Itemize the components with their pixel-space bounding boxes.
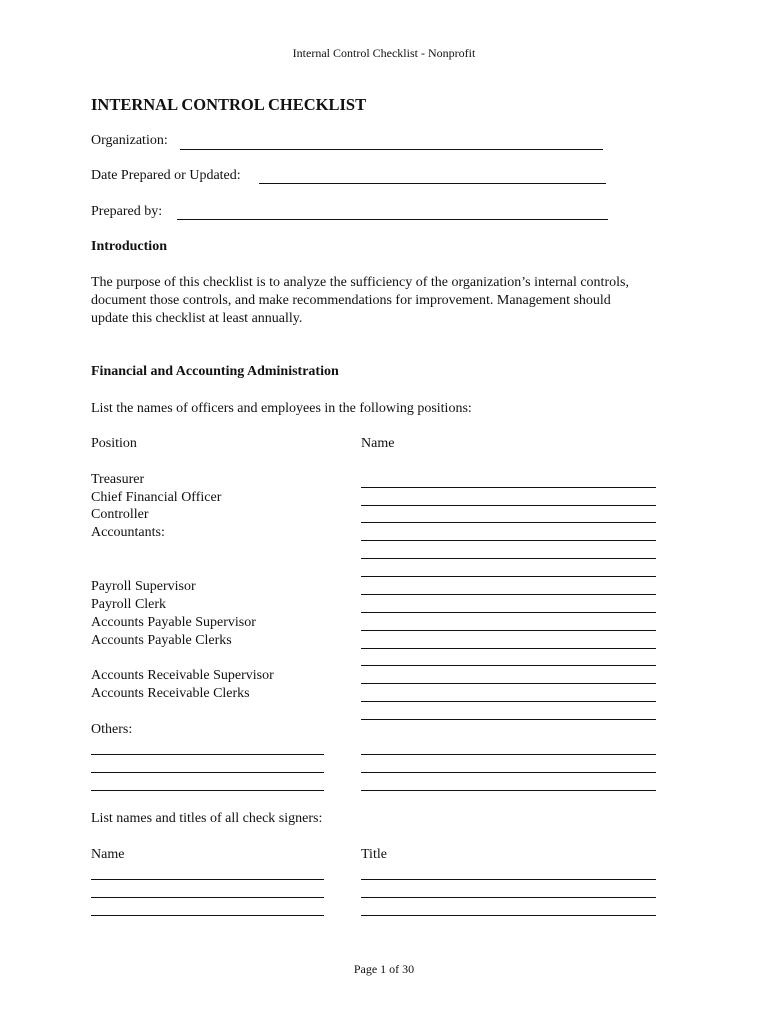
position-ar-supervisor: Accounts Receivable Supervisor — [91, 668, 274, 683]
other-position-line-1[interactable] — [91, 754, 324, 755]
intro-line-3: update this checklist at least annually. — [91, 311, 303, 326]
date-prepared-field[interactable] — [259, 183, 606, 184]
signer-title-line-2[interactable] — [361, 897, 656, 898]
signer-name-line-1[interactable] — [91, 879, 324, 880]
organization-label: Organization: — [91, 133, 168, 148]
position-treasurer: Treasurer — [91, 472, 145, 487]
name-line-ar-supervisor[interactable] — [361, 683, 656, 684]
other-position-line-3[interactable] — [91, 790, 324, 791]
signer-title-line-1[interactable] — [361, 879, 656, 880]
prepared-by-field[interactable] — [177, 219, 608, 220]
position-ar-clerks: Accounts Receivable Clerks — [91, 686, 250, 701]
other-name-line-1[interactable] — [361, 754, 656, 755]
name-line-payroll-supervisor[interactable] — [361, 594, 656, 595]
name-line-cfo[interactable] — [361, 505, 656, 506]
signers-column-name: Name — [91, 847, 125, 862]
name-line-accountant-2[interactable] — [361, 558, 656, 559]
name-line-ap-supervisor[interactable] — [361, 630, 656, 631]
column-header-position: Position — [91, 436, 137, 451]
signer-name-line-3[interactable] — [91, 915, 324, 916]
name-line-accountant-1[interactable] — [361, 540, 656, 541]
other-position-line-2[interactable] — [91, 772, 324, 773]
other-name-line-2[interactable] — [361, 772, 656, 773]
finance-heading: Financial and Accounting Administration — [91, 364, 339, 379]
other-name-line-3[interactable] — [361, 790, 656, 791]
position-ap-clerks: Accounts Payable Clerks — [91, 633, 232, 648]
name-line-ar-clerk-1[interactable] — [361, 701, 656, 702]
position-ap-supervisor: Accounts Payable Supervisor — [91, 615, 256, 630]
name-line-payroll-clerk[interactable] — [361, 612, 656, 613]
document-title: INTERNAL CONTROL CHECKLIST — [91, 95, 367, 114]
name-line-ar-clerk-2[interactable] — [361, 719, 656, 720]
signer-name-line-2[interactable] — [91, 897, 324, 898]
position-controller: Controller — [91, 507, 149, 522]
signers-column-title: Title — [361, 847, 387, 862]
name-line-ap-clerk-2[interactable] — [361, 665, 656, 666]
page-number: Page 1 of 30 — [353, 962, 415, 976]
finance-instruction: List the names of officers and employees in the following positions: — [91, 401, 472, 416]
position-cfo: Chief Financial Officer — [91, 490, 222, 505]
position-payroll-clerk: Payroll Clerk — [91, 597, 167, 612]
others-label: Others: — [91, 722, 133, 737]
prepared-by-label: Prepared by: — [91, 204, 163, 219]
intro-line-2: document those controls, and make recommendations for improvement. Management should — [91, 293, 611, 308]
signers-instruction: List names and titles of all check signers: — [91, 811, 323, 826]
signer-title-line-3[interactable] — [361, 915, 656, 916]
name-line-controller[interactable] — [361, 522, 656, 523]
running-header: Internal Control Checklist - Nonprofit — [292, 46, 476, 60]
column-header-name: Name — [361, 436, 395, 451]
position-payroll-supervisor: Payroll Supervisor — [91, 579, 196, 594]
introduction-heading: Introduction — [91, 239, 167, 254]
position-accountants: Accountants: — [91, 525, 165, 540]
name-line-ap-clerk-1[interactable] — [361, 648, 656, 649]
organization-field[interactable] — [180, 149, 603, 150]
intro-line-1: The purpose of this checklist is to analyze the sufficiency of the organization’s internal controls, — [91, 275, 629, 290]
name-line-treasurer[interactable] — [361, 487, 656, 488]
name-line-accountant-3[interactable] — [361, 576, 656, 577]
date-prepared-label: Date Prepared or Updated: — [91, 168, 241, 183]
